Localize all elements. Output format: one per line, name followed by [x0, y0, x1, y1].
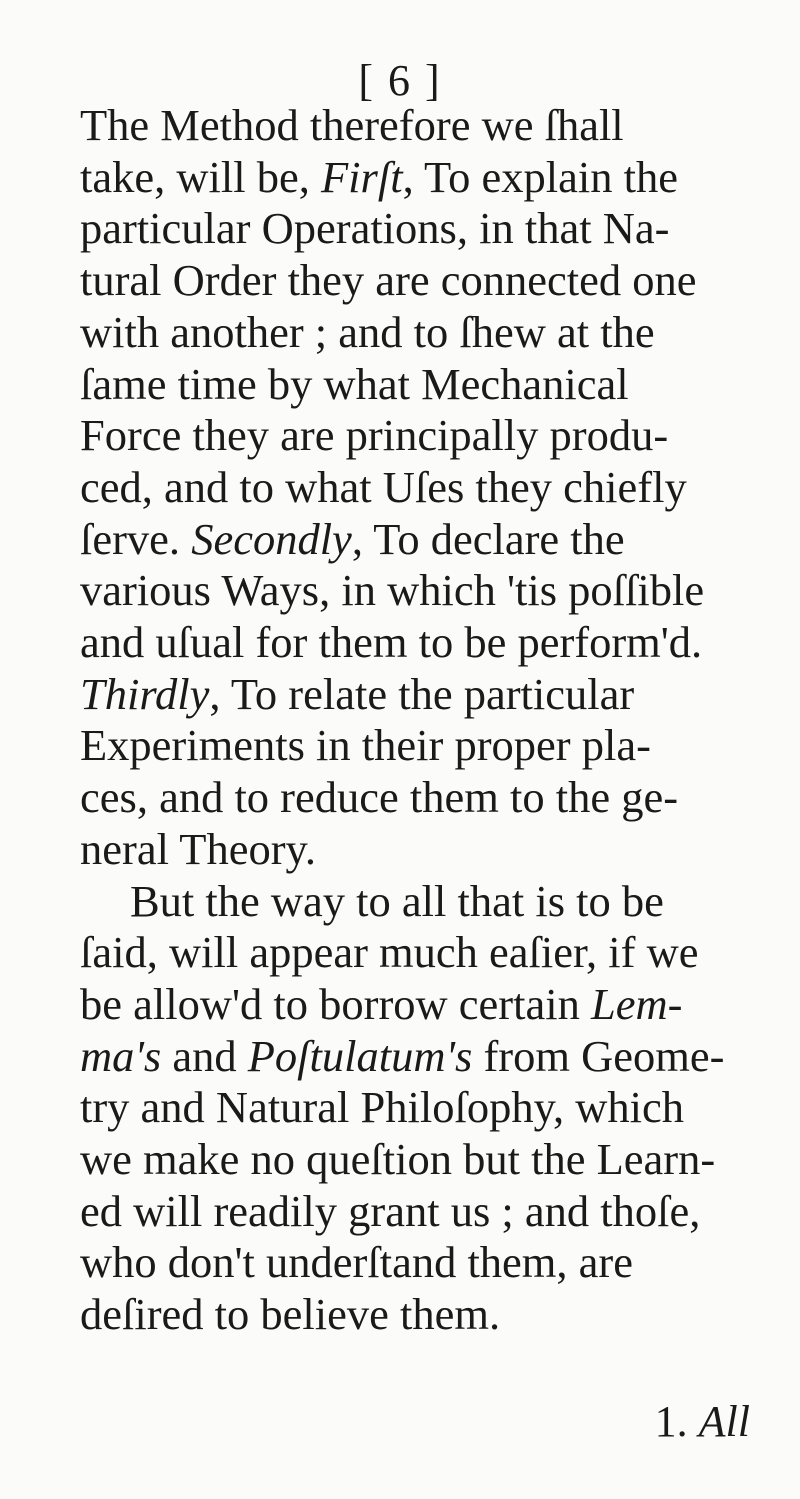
text-run: ed will readily grant us ; and thoſe,: [80, 1185, 701, 1236]
text-line: [80, 410, 770, 462]
text-run: Force they are principally produ-: [80, 410, 669, 461]
text-run: , To explain the: [402, 151, 678, 202]
italic-run: Poſtulatum's: [247, 1030, 473, 1081]
text-line: [80, 359, 770, 411]
text-run: and uſual for them to be perform'd.: [80, 617, 703, 668]
text-run: with another ; and to ſhew at the: [80, 306, 655, 357]
text-run: tural Order they are connected one: [80, 255, 697, 306]
text-line: [80, 152, 770, 204]
text-line: [80, 100, 770, 152]
text-run: ſaid, will appear much eaſier, if we: [80, 927, 699, 978]
text-run: and: [161, 1030, 248, 1081]
text-line: [80, 1237, 770, 1289]
text-line: [80, 1186, 770, 1238]
text-run: neral Theory.: [80, 823, 316, 874]
text-line: [80, 255, 770, 307]
text-line: [80, 617, 770, 669]
text-run: ced, and to what Uſes they chiefly: [80, 461, 687, 512]
text-run: be allow'd to borrow certain: [80, 978, 591, 1029]
text-line: [80, 720, 770, 772]
text-line: [80, 1031, 770, 1083]
text-line: [80, 1134, 770, 1186]
text-line: [80, 565, 770, 617]
text-run: try and Natural Philoſophy, which: [80, 1082, 684, 1133]
text-line: [80, 824, 770, 876]
catchword: [655, 1396, 750, 1448]
text-line: [80, 1082, 770, 1134]
text-run: particular Operations, in that Na-: [80, 203, 670, 254]
italic-run: Firſt: [320, 151, 403, 202]
italic-run: ma's: [80, 1030, 162, 1081]
text-line: [80, 876, 770, 928]
text-run: take, will be,: [80, 151, 321, 202]
text-run: ſerve.: [80, 513, 192, 564]
text-run: from Geome-: [472, 1030, 725, 1081]
text-run: various Ways, in which 'tis poſſible: [80, 565, 705, 616]
text-line: [80, 979, 770, 1031]
text-run: ſame time by what Mechanical: [80, 358, 629, 409]
catchword-word: All: [698, 1397, 750, 1446]
italic-run: Thirdly: [80, 668, 210, 719]
text-line: [80, 462, 770, 514]
text-run: Experiments in their proper pla-: [80, 720, 651, 771]
text-run: deſired to believe them.: [80, 1289, 501, 1340]
page-number: [ 6 ]: [358, 56, 442, 105]
text-run: , To relate the particular: [209, 668, 635, 719]
text-line: [80, 1289, 770, 1341]
text-line: [80, 203, 770, 255]
text-run: ces, and to reduce them to the ge-: [80, 772, 679, 823]
text-line: [80, 514, 770, 566]
text-run: But the way to all that is to be: [130, 875, 664, 926]
italic-run: Secondly: [191, 513, 352, 564]
catchword-number: 1.: [654, 1397, 699, 1446]
italic-run: Lem-: [590, 978, 683, 1029]
text-line: [80, 927, 770, 979]
text-run: , To declare the: [351, 513, 625, 564]
text-line: [80, 669, 770, 721]
text-run: who don't underſtand them, are: [80, 1237, 633, 1288]
text-run: The Method therefore we ſhall: [80, 100, 624, 150]
text-line: [80, 307, 770, 359]
text-line: [80, 772, 770, 824]
text-run: we make no queſtion but the Learn-: [80, 1134, 716, 1185]
body-text: [80, 100, 770, 1341]
